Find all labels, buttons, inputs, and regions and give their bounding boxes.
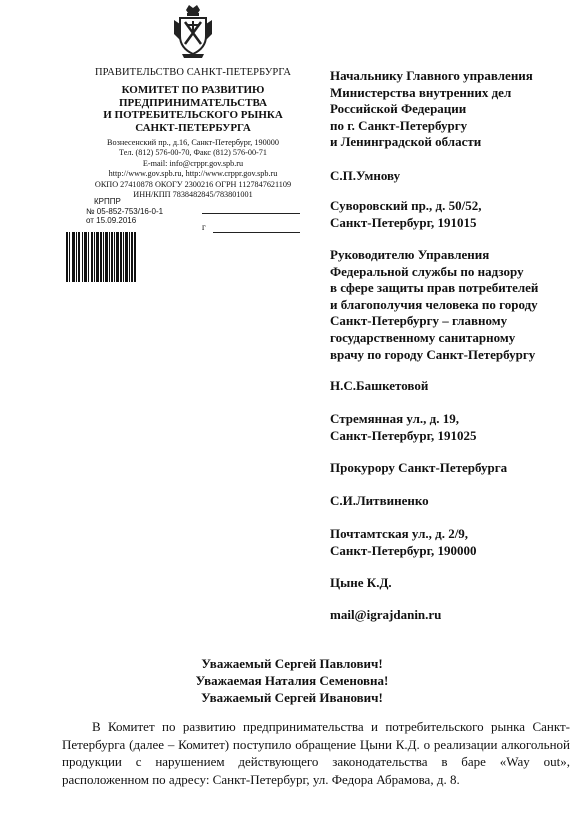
government-name: ПРАВИТЕЛЬСТВО САНКТ-ПЕТЕРБУРГА: [94, 67, 292, 78]
recipient-line: Руководителю Управления: [330, 247, 490, 262]
body-paragraph: В Комитет по развитию предпринимательства и потребительского рынка Санкт-Петербурга (далее – Комитет) поступило обращение Цыни К.Д. о реализации алкогольной продукции с нарушением действующего законодательства в баре «Way out», расположенном по адресу: Санкт-Петербург, ул. Федора Абрамова, д. 8.: [62, 719, 570, 787]
address-line: Вознесенский пр., д.16, Санкт-Петербург, 190000: [107, 138, 279, 147]
address-line: Стремянная ул., д. 19,: [330, 411, 459, 426]
recipient-line: Федеральной службы по надзору: [330, 263, 524, 279]
salutation-line: Уважаемая Наталия Семеновна!: [195, 673, 389, 688]
committee-name: [62, 84, 324, 134]
recipient-citizen-email[interactable]: mail@igrajdanin.ru: [330, 607, 442, 622]
address-line: Санкт-Петербург, 190000: [330, 542, 477, 558]
committee-line: И ПОТРЕБИТЕЛЬСКОГО РЫНКА: [103, 109, 283, 122]
phone-line: Тел. (812) 576-00-70, Факс (812) 576-00-71: [119, 148, 267, 158]
recipient-rospotreb-name: Н.С.Башкетовой: [330, 378, 429, 393]
recipient-mvd-name: С.П.Умнову: [330, 168, 401, 183]
recipient-line: Начальнику Главного управления: [330, 68, 533, 83]
committee-line: ПРЕДПРИНИМАТЕЛЬСТВА: [118, 96, 268, 109]
recipient-line: по г. Санкт-Петербургу: [330, 117, 468, 133]
recipient-rospotreb-title: [330, 247, 580, 363]
address-line: Суворовский пр., д. 50/52,: [330, 198, 482, 213]
registration-org: КРППР: [94, 197, 121, 206]
recipient-line: в сфере защиты прав потребителей: [330, 280, 539, 296]
salutation: [0, 655, 584, 706]
coat-of-arms-icon: [172, 4, 214, 60]
recipient-mvd-title: [330, 68, 580, 151]
recipient-prosecutor-title: Прокурору Санкт-Петербурга: [330, 460, 508, 475]
committee-line: КОМИТЕТ ПО РАЗВИТИЮ: [121, 84, 265, 96]
recipient-prosecutor-name: С.И.Литвиненко: [330, 493, 429, 508]
inn-line: ИНН/КПП 7838482845/783801001: [133, 190, 253, 200]
recipient-line: врачу по городу Санкт-Петербургу: [330, 346, 536, 362]
recipient-line: государственному санитарному: [330, 329, 516, 345]
letter-body: [62, 718, 570, 788]
registration-stamp: [86, 197, 163, 226]
blank-line: [202, 213, 300, 214]
recipient-line: Санкт-Петербургу – главному: [330, 313, 508, 329]
website-line[interactable]: http://www.gov.spb.ru, http://www.crppr.gov.spb.ru: [108, 169, 278, 179]
barcode-icon: [66, 232, 136, 282]
salutation-line: Уважаемый Сергей Павлович!: [201, 656, 383, 671]
salutation-line: Уважаемый Сергей Иванович!: [201, 690, 383, 705]
recipient-rospotreb-address: [330, 411, 580, 444]
recipient-line: и благополучия человека по городу: [330, 296, 538, 312]
recipient-prosecutor-address: [330, 526, 580, 559]
recipient-line: Российской Федерации: [330, 101, 467, 117]
committee-line: САНКТ-ПЕТЕРБУРГА: [135, 121, 251, 134]
registration-number: № 05-852-753/16-0-1: [86, 206, 164, 216]
contact-details: [62, 138, 324, 200]
recipient-citizen-name: Цыне К.Д.: [330, 575, 392, 590]
recipient-mvd-address: [330, 198, 580, 231]
address-line: Почтамтская ул., д. 2/9,: [330, 526, 469, 541]
blank-label: г: [202, 222, 206, 232]
codes-line: ОКПО 27410878 ОКОГУ 2300216 ОГРН 1127847621109: [94, 179, 292, 189]
email-line[interactable]: E-mail: info@crppr.gov.spb.ru: [142, 158, 244, 168]
registration-date: от 15.09.2016: [86, 216, 137, 226]
address-line: Санкт-Петербург, 191015: [330, 214, 477, 230]
recipient-line: и Ленинградской области: [330, 134, 482, 150]
address-line: Санкт-Петербург, 191025: [330, 427, 477, 443]
blank-line: [213, 232, 300, 233]
recipient-line: Министерства внутренних дел: [330, 84, 512, 100]
